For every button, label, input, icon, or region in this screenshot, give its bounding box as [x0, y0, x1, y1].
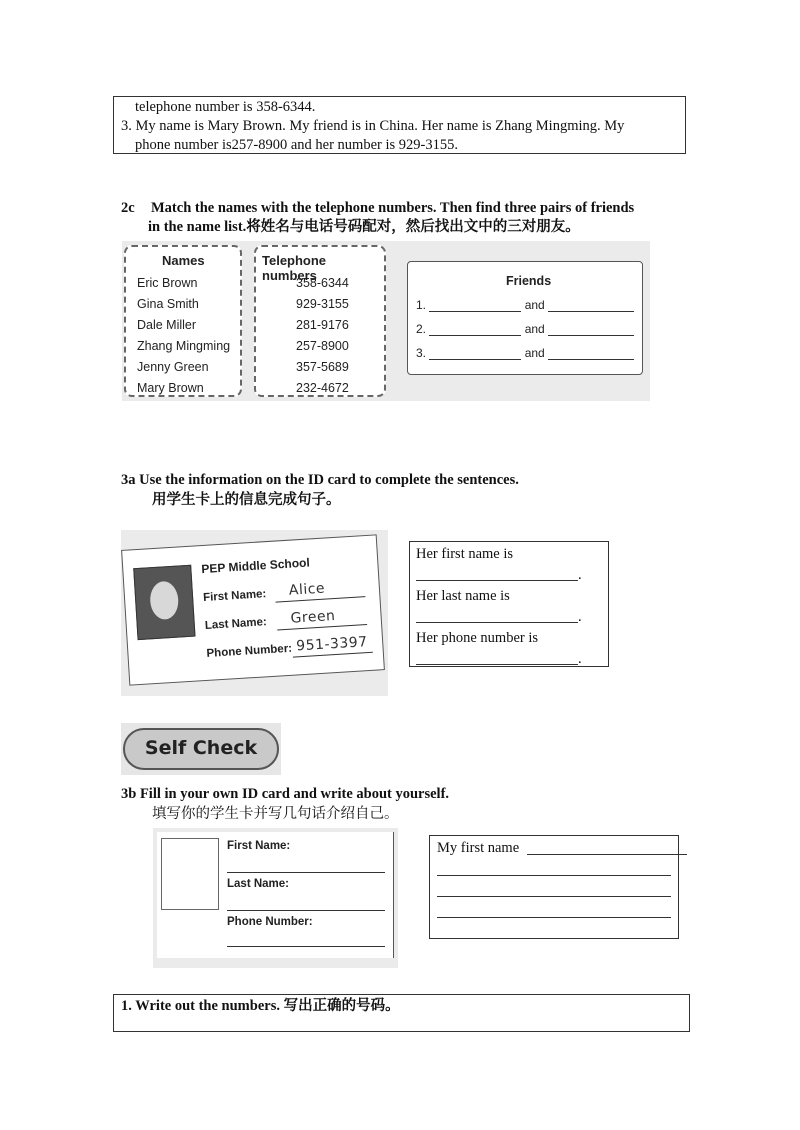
last-name-value: Green: [290, 607, 336, 627]
name-list-figure: [122, 241, 650, 401]
phone-number-value: 951-3397: [295, 634, 369, 655]
phone-number-label: Phone Number:: [206, 642, 293, 660]
names-title: Names: [162, 253, 205, 268]
blank-phone-number-line[interactable]: [227, 946, 385, 947]
photo-placeholder: [161, 838, 219, 910]
first-name-label: First Name:: [202, 588, 267, 605]
names-column: [124, 245, 242, 397]
id-card-figure: [121, 530, 388, 696]
list-item: Gina Smith: [137, 297, 199, 311]
blank-first-name-label: First Name:: [227, 840, 291, 852]
write-line-3[interactable]: [437, 917, 671, 918]
friend-blank[interactable]: [429, 323, 521, 336]
list-item: 257-8900: [296, 339, 349, 353]
period-3: .: [578, 651, 582, 667]
write-line-2[interactable]: [437, 896, 671, 897]
list-item: 232-4672: [296, 381, 349, 395]
list-item: Eric Brown: [137, 276, 198, 290]
list-item: Mary Brown: [137, 381, 204, 395]
blank-last-name-line[interactable]: [227, 910, 385, 911]
phones-column: [254, 245, 386, 397]
section-2c-number: 2c: [121, 200, 135, 216]
school-name: PEP Middle School: [200, 555, 311, 577]
friend-blank[interactable]: [429, 347, 521, 360]
last-name-label: Last Name:: [204, 616, 268, 632]
phones-list: [296, 273, 349, 399]
names-list: [137, 273, 230, 399]
friend-blank[interactable]: [548, 323, 634, 336]
list-item: Zhang Mingming: [137, 339, 231, 353]
list-item: Jenny Green: [137, 360, 209, 374]
blank-id-card-figure: [153, 828, 398, 968]
list-item: 281-9176: [296, 318, 349, 332]
sentence-3: Her phone number is: [416, 630, 539, 646]
blank-last-name-label: Last Name:: [227, 878, 289, 890]
phones-title: Telephone numbers: [262, 253, 327, 283]
self-check-badge: Self Check: [123, 728, 279, 770]
period-2: .: [578, 609, 582, 625]
id-card: [121, 534, 385, 685]
face-shape: [149, 581, 179, 621]
sentence-2: Her last name is: [416, 588, 510, 604]
student-photo: [133, 565, 195, 640]
friends-title: Friends: [506, 274, 552, 288]
friend-blank[interactable]: [548, 347, 634, 360]
friend-row-2: 2. and: [416, 322, 634, 336]
list-item: 357-5689: [296, 360, 349, 374]
list-item: 929-3155: [296, 297, 349, 311]
answer-line-2[interactable]: [416, 622, 578, 623]
sentence-1: Her first name is: [416, 546, 514, 562]
friend-blank[interactable]: [429, 299, 521, 312]
section-2c-instruction-2: in the name list.将姓名与电话号码配对，然后找出文中的三对朋友。: [148, 219, 580, 235]
section-3a-instruction-2: 用学生卡上的信息完成句子。: [152, 492, 341, 508]
friend-row-3: 3. and: [416, 346, 634, 360]
write-line-0[interactable]: [527, 854, 687, 855]
answer-line-3[interactable]: [416, 664, 578, 665]
bottom-instruction: 1. Write out the numbers. 写出正确的号码。: [121, 998, 400, 1014]
friend-row-1: 1. and: [416, 298, 634, 312]
answer-line-1[interactable]: [416, 580, 578, 581]
friends-panel: [407, 261, 643, 375]
list-item: 358-6344: [296, 276, 349, 290]
top-line-1: telephone number is 358-6344.: [135, 99, 316, 115]
blank-phone-number-label: Phone Number:: [227, 916, 313, 928]
section-3b-instruction-1: 3b Fill in your own ID card and write about yourself.: [121, 786, 450, 802]
section-3b-instruction-2: 填写你的学生卡并写几句话介绍自己。: [152, 806, 399, 822]
section-3a-instruction-1: 3a Use the information on the ID card to complete the sentences.: [121, 472, 519, 488]
top-line-2: 3. My name is Mary Brown. My friend is in China. Her name is Zhang Mingming. My: [121, 118, 625, 134]
blank-first-name-line[interactable]: [227, 872, 385, 873]
list-item: Dale Miller: [137, 318, 197, 332]
top-line-3: phone number is257-8900 and her number is 929-3155.: [135, 137, 458, 153]
period-1: .: [578, 567, 582, 583]
friend-blank[interactable]: [548, 299, 634, 312]
write-prompt: My first name: [437, 840, 520, 856]
first-name-value: Alice: [288, 580, 326, 599]
write-line-1[interactable]: [437, 875, 671, 876]
section-2c-instruction-1: Match the names with the telephone numbers. Then find three pairs of friends: [151, 200, 635, 216]
